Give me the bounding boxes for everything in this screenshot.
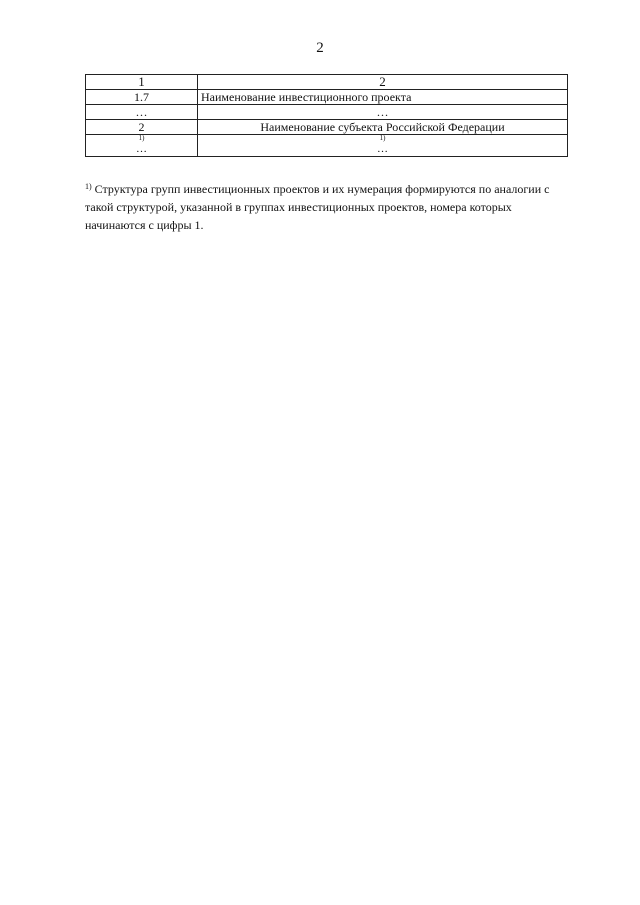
row-title: … [198, 105, 568, 120]
investment-projects-table [85, 74, 568, 157]
footnote-reference: 1) [138, 134, 145, 142]
row-code: 1.7 [86, 90, 198, 105]
footnote-marker: 1) [85, 182, 92, 191]
row-title-with-footnote [198, 135, 568, 157]
row-title: … [377, 143, 388, 155]
row-code: … [86, 105, 198, 120]
row-title: Наименование инвестиционного проекта [198, 90, 568, 105]
row-code: … [136, 143, 147, 155]
table-header-row [86, 75, 568, 90]
footnote [85, 180, 565, 234]
table-row [86, 120, 568, 135]
table-row [86, 105, 568, 120]
footnote-text: Структура групп инвестиционных проектов и их нумерация формируются по аналогии с такой структурой, указанной в группах инвестиционных проектов, номера которых начинаются с цифры 1. [85, 182, 550, 232]
column-number-1: 1 [86, 75, 198, 90]
row-code: 2 [86, 120, 198, 135]
row-title: Наименование субъекта Российской Федерации [198, 120, 568, 135]
page-number: 2 [316, 40, 324, 56]
table-row [86, 135, 568, 157]
row-code-with-footnote [86, 135, 198, 157]
table-row [86, 90, 568, 105]
column-number-2: 2 [198, 75, 568, 90]
footnote-reference: 1) [379, 134, 386, 142]
